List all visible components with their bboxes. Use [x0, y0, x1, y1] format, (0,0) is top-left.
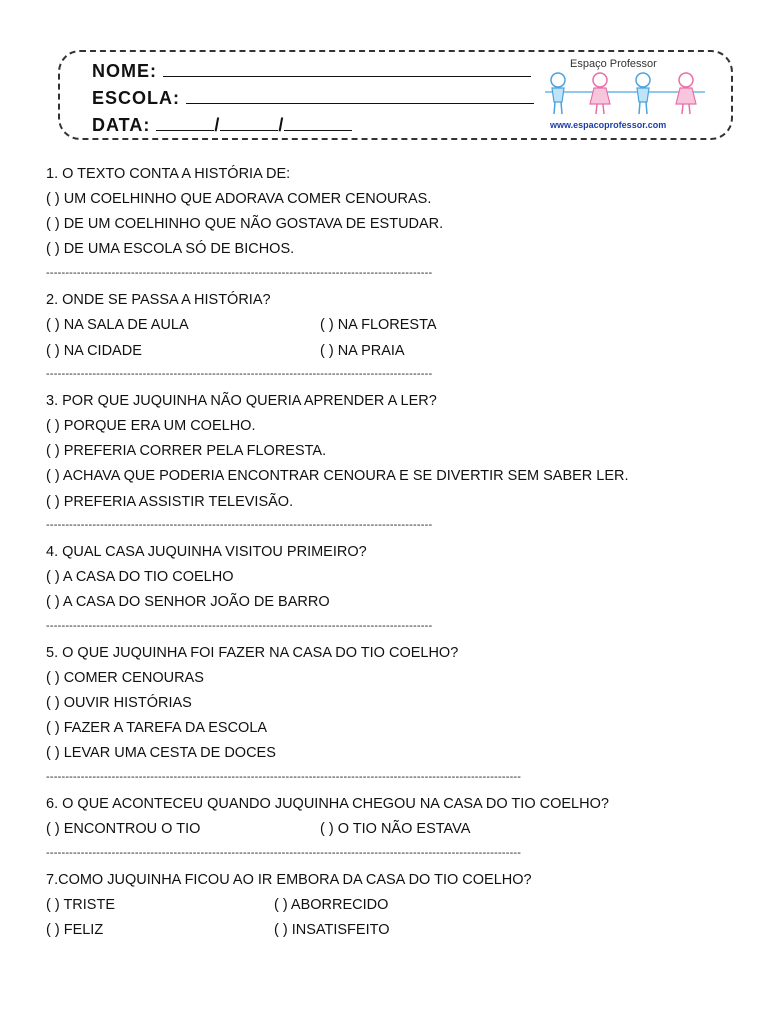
question-6: 6. O QUE ACONTECEU QUANDO JUQUINHA CHEGOU NA CASA DO TIO COELHO? [46, 796, 609, 812]
separator-line: ---------------------------------------------------------------------------------------------------- [46, 519, 433, 531]
children-drawing-icon [540, 70, 710, 120]
q2-option-d[interactable]: ( ) NA PRAIA [320, 343, 405, 359]
separator-line: ---------------------------------------------------------------------------------------------------- [46, 368, 433, 380]
date-separator: / [278, 115, 285, 135]
logo-url: www.espacoprofessor.com [550, 120, 667, 130]
q4-option-a[interactable]: ( ) A CASA DO TIO COELHO [46, 569, 234, 585]
separator-line: --------------------------------------------------------------------------------------------------------------------------- [46, 771, 522, 783]
q1-option-c[interactable]: ( ) DE UMA ESCOLA SÓ DE BICHOS. [46, 241, 295, 257]
q5-option-a[interactable]: ( ) COMER CENOURAS [46, 670, 204, 686]
q3-option-a[interactable]: ( ) PORQUE ERA UM COELHO. [46, 418, 256, 434]
q6-option-a[interactable]: ( ) ENCONTROU O TIO [46, 821, 201, 837]
name-line [92, 60, 531, 82]
date-day-blank[interactable] [156, 114, 214, 131]
date-year-blank[interactable] [284, 114, 352, 131]
q3-option-b[interactable]: ( ) PREFERIA CORRER PELA FLORESTA. [46, 443, 327, 459]
q5-option-b[interactable]: ( ) OUVIR HISTÓRIAS [46, 695, 192, 711]
q5-option-d[interactable]: ( ) LEVAR UMA CESTA DE DOCES [46, 745, 276, 761]
school-blank[interactable] [186, 87, 534, 104]
school-line [92, 87, 534, 109]
q2-option-a[interactable]: ( ) NA SALA DE AULA [46, 317, 189, 333]
q4-option-b[interactable]: ( ) A CASA DO SENHOR JOÃO DE BARRO [46, 594, 330, 610]
q2-option-c[interactable]: ( ) NA CIDADE [46, 343, 142, 359]
separator-line: --------------------------------------------------------------------------------------------------------------------------- [46, 847, 522, 859]
q5-option-c[interactable]: ( ) FAZER A TAREFA DA ESCOLA [46, 720, 268, 736]
q1-option-a[interactable]: ( ) UM COELHINHO QUE ADORAVA COMER CENOURAS. [46, 191, 432, 207]
separator-line: ---------------------------------------------------------------------------------------------------- [46, 620, 433, 632]
question-3: 3. POR QUE JUQUINHA NÃO QUERIA APRENDER A LER? [46, 393, 437, 409]
name-label: NOME: [92, 61, 157, 81]
date-separator: / [214, 115, 221, 135]
q6-option-b[interactable]: ( ) O TIO NÃO ESTAVA [320, 821, 471, 837]
q1-option-b[interactable]: ( ) DE UM COELHINHO QUE NÃO GOSTAVA DE ESTUDAR. [46, 216, 444, 232]
q3-option-d[interactable]: ( ) PREFERIA ASSISTIR TELEVISÃO. [46, 494, 294, 510]
q7-option-d[interactable]: ( ) INSATISFEITO [274, 922, 390, 938]
q7-option-a[interactable]: ( ) TRISTE [46, 897, 116, 913]
date-month-blank[interactable] [220, 114, 278, 131]
separator-line: ---------------------------------------------------------------------------------------------------- [46, 267, 433, 279]
question-4: 4. QUAL CASA JUQUINHA VISITOU PRIMEIRO? [46, 544, 367, 560]
question-2: 2. ONDE SE PASSA A HISTÓRIA? [46, 292, 271, 308]
question-5: 5. O QUE JUQUINHA FOI FAZER NA CASA DO TIO COELHO? [46, 645, 459, 661]
q7-option-c[interactable]: ( ) FELIZ [46, 922, 104, 938]
question-7: 7.COMO JUQUINHA FICOU AO IR EMBORA DA CASA DO TIO COELHO? [46, 872, 532, 888]
logo-title: Espaço Professor [570, 58, 657, 70]
school-label: ESCOLA: [92, 88, 180, 108]
q3-option-c[interactable]: ( ) ACHAVA QUE PODERIA ENCONTRAR CENOURA E SE DIVERTIR SEM SABER LER. [46, 468, 629, 484]
question-1: 1. O TEXTO CONTA A HISTÓRIA DE: [46, 166, 291, 182]
date-label: DATA: [92, 115, 151, 135]
date-line [92, 114, 352, 136]
espaco-professor-logo [540, 56, 710, 132]
q7-option-b[interactable]: ( ) ABORRECIDO [274, 897, 389, 913]
name-blank[interactable] [163, 60, 531, 77]
q2-option-b[interactable]: ( ) NA FLORESTA [320, 317, 437, 333]
